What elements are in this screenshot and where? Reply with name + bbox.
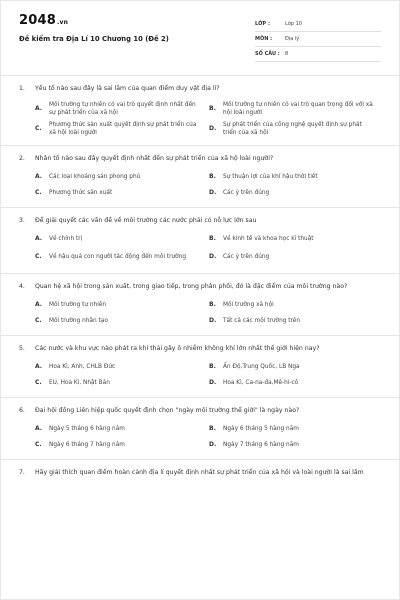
answer-option[interactable] (209, 185, 383, 201)
answer-option[interactable] (35, 375, 209, 391)
question-text (19, 406, 383, 415)
question-item (1, 208, 400, 274)
answer-option[interactable] (35, 297, 209, 313)
answer-letter: C. (35, 188, 42, 196)
exam-meta (255, 17, 381, 62)
answer-text: Ngày 6 tháng 7 hàng năm (49, 441, 125, 448)
meta-value: 8 (285, 51, 289, 57)
question-item (1, 146, 400, 208)
answer-letter: A. (35, 104, 43, 112)
question-number: 1. (19, 85, 25, 92)
page-header (1, 1, 400, 75)
meta-key: SỐ CÂU : (255, 51, 280, 57)
answer-list (19, 169, 383, 201)
question-text (19, 282, 383, 291)
answer-text: Môi trường tự nhiên có vai trò quyết định nhất đến sự phát triển của xã hội (49, 101, 196, 116)
answer-text: Phương thức sản xuất (49, 189, 113, 196)
answer-text: Ngày 5 tháng 6 hàng năm (49, 425, 125, 432)
answer-text: Hoa Kì, Ca-na-đa,Mê-hi-cô (223, 379, 299, 386)
answer-option[interactable] (209, 359, 383, 375)
meta-value: Lớp 10 (285, 21, 302, 27)
answer-text: Ngày 6 tháng 5 hàng năm (223, 425, 299, 432)
meta-row-class (255, 17, 381, 32)
question-number: 2. (19, 155, 25, 162)
meta-row-count (255, 47, 381, 62)
answer-letter: C. (35, 124, 42, 132)
meta-key: LỚP : (255, 21, 270, 27)
site-logo[interactable] (19, 13, 68, 28)
question-text (19, 468, 383, 477)
answer-text: Tất cả các môi trường trên (223, 317, 301, 324)
answer-option[interactable] (35, 247, 209, 267)
answer-text: Môi trường xã hội (223, 301, 274, 308)
answer-option[interactable] (209, 119, 383, 139)
question-body: Đại hội đồng Liên hiệp quốc quyết định chọn "ngày môi trường thế giới" là ngày nào? (35, 407, 300, 414)
answer-letter: A. (35, 424, 43, 432)
answer-text: Sự thuận lợi của khí hậu thời tiết (223, 173, 318, 180)
answer-letter: C. (35, 252, 42, 260)
answer-text: Về hậu quả con người tác động đến môi trường (49, 253, 187, 260)
question-number: 4. (19, 283, 25, 290)
answer-text: EU, Hoa Kì, Nhật Bản (49, 379, 110, 386)
answer-option[interactable] (35, 169, 209, 185)
answer-option[interactable] (35, 421, 209, 437)
meta-key: MÔN : (255, 36, 273, 42)
question-body: Yếu tố nào sau đây là sai lầm của quan điểm duy vật địa lí? (35, 85, 220, 92)
question-text (19, 216, 383, 225)
answer-letter: B. (209, 234, 216, 242)
question-number: 5. (19, 345, 25, 352)
answer-letter: D. (209, 440, 217, 448)
answer-letter: B. (209, 424, 216, 432)
answer-letter: A. (35, 362, 43, 370)
logo-tld: .vn (56, 19, 69, 26)
answer-option[interactable] (209, 169, 383, 185)
answer-text: Các loại khoáng sản phong phú (49, 173, 141, 180)
answer-text: Môi trường tự nhiên (49, 301, 107, 308)
answer-list (19, 297, 383, 329)
answer-letter: A. (35, 300, 43, 308)
answer-letter: A. (35, 234, 43, 242)
page-title: Đề kiểm tra Địa Lí 10 Chương 10 (Đề 2) (19, 35, 169, 43)
question-text (19, 344, 383, 353)
answer-text: Hoa Kì, Anh, CHLB Đức (49, 363, 116, 370)
answer-letter: C. (35, 316, 42, 324)
question-body: Các nước và khu vực nào phát ra khí thải gây ô nhiễm không khí lớn nhất thế giới hiện nay? (35, 345, 320, 352)
answer-list (19, 99, 383, 139)
answer-text: Các ý trên đúng (223, 189, 270, 196)
question-text (19, 154, 383, 163)
answer-text: Các ý trên đúng (223, 253, 270, 260)
answer-letter: C. (35, 440, 42, 448)
answer-text: Sự phát triển của công nghệ quyết định sự phát triển của xã hội (223, 121, 362, 136)
answer-letter: D. (209, 316, 217, 324)
answer-option[interactable] (209, 99, 383, 119)
answer-text: Phương thức sản xuất quyết định sự phát triển của xã hội loài người (49, 121, 197, 136)
question-number: 7. (19, 469, 25, 476)
question-body: Nhân tố nào sau đây quyết định nhất đến sự phát triển của xã hộ loài người? (35, 155, 274, 162)
question-item (1, 398, 400, 460)
question-text (19, 84, 383, 93)
answer-option[interactable] (209, 313, 383, 329)
answer-text: Ấn Độ,Trung Quốc, LB Nga (223, 363, 300, 370)
question-body: Hãy giải thích quan điểm hoàn cảnh địa lí quyết định nhất sự phát triển của xã hội và loài người là sai lầm (35, 469, 364, 476)
answer-letter: B. (209, 172, 216, 180)
answer-letter: A. (35, 172, 43, 180)
answer-text: Về chính trị (49, 235, 83, 242)
question-item (1, 76, 400, 146)
answer-letter: D. (209, 252, 217, 260)
question-number: 6. (19, 407, 25, 414)
answer-option[interactable] (35, 185, 209, 201)
answer-letter: D. (209, 188, 217, 196)
answer-option[interactable] (35, 437, 209, 453)
answer-text: Ngày 7 tháng 6 hàng năm (223, 441, 299, 448)
question-list (1, 76, 400, 483)
logo-main: 2048 (19, 13, 56, 28)
answer-option[interactable] (35, 119, 209, 139)
answer-option[interactable] (209, 231, 383, 247)
answer-option[interactable] (209, 247, 383, 267)
answer-text: Về kinh tế và khoa học kĩ thuật (223, 235, 314, 242)
answer-letter: B. (209, 300, 216, 308)
answer-option[interactable] (209, 297, 383, 313)
question-item (1, 460, 400, 483)
question-body: Quan hệ xã hội trong sản xuất, trong giao tiếp, trong phân phối, đó là đặc điểm của môi trường nào? (35, 283, 348, 290)
answer-text: Môi trường nhân tạo (49, 317, 108, 324)
answer-option[interactable] (209, 421, 383, 437)
meta-row-subject (255, 32, 381, 47)
answer-option[interactable] (35, 313, 209, 329)
question-number: 3. (19, 217, 25, 224)
answer-list (19, 359, 383, 391)
answer-list (19, 231, 383, 267)
answer-option[interactable] (35, 231, 209, 247)
question-item (1, 274, 400, 336)
answer-option[interactable] (35, 359, 209, 375)
answer-letter: C. (35, 378, 42, 386)
answer-letter: B. (209, 362, 216, 370)
question-body: Để giải quyết các vấn đề về môi trường các nước phải có nỗ lực lớn sau (35, 217, 257, 224)
answer-letter: D. (209, 378, 217, 386)
answer-option[interactable] (209, 375, 383, 391)
answer-letter: D. (209, 124, 217, 132)
meta-value: Địa lý (285, 36, 300, 42)
answer-list (19, 421, 383, 453)
answer-option[interactable] (35, 99, 209, 119)
answer-letter: B. (209, 104, 216, 112)
answer-option[interactable] (209, 437, 383, 453)
answer-text: Môi trường tự nhiên có vai trò quan trọng đối với xã hội loài người (223, 101, 373, 116)
question-item (1, 336, 400, 398)
